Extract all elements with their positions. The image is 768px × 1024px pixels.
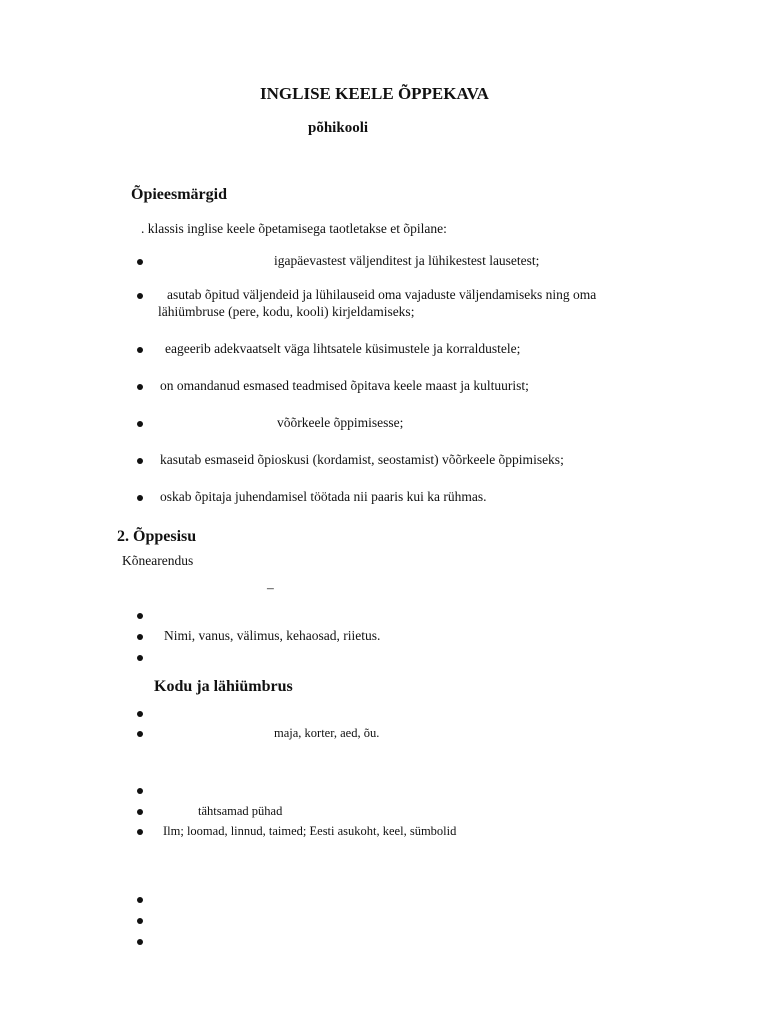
bullet-marker <box>137 421 143 427</box>
list-item: igapäevastest väljenditest ja lühikestest lausetest; <box>274 253 540 268</box>
subsection-label: Kõnearendus <box>122 553 194 568</box>
bullet-marker <box>137 788 143 794</box>
document-subtitle: põhikooli <box>308 120 369 136</box>
list-item: maja, korter, aed, õu. <box>274 726 380 740</box>
bullet-marker <box>137 634 143 640</box>
bullet-marker <box>137 495 143 501</box>
bullet-marker <box>137 711 143 717</box>
list-item: asutab õpitud väljendeid ja lühilauseid oma vajaduste väljendamiseks ning oma <box>167 287 597 302</box>
list-item: kasutab esmaseid õpioskusi (kordamist, seostamist) võõrkeele õppimiseks; <box>160 452 564 467</box>
bullet-marker <box>137 939 143 945</box>
list-item-continuation: lähiümbruse (pere, kodu, kooli) kirjeldamiseks; <box>158 304 415 319</box>
section-heading-oppesisu: 2. Õppesisu <box>117 528 197 545</box>
document-title: INGLISE KEELE ÕPPEKAVA <box>260 84 489 103</box>
section-intro: . klassis inglise keele õpetamisega taotletakse et õpilane: <box>141 221 447 236</box>
bullet-marker <box>137 293 143 299</box>
bullet-marker <box>137 731 143 737</box>
section-heading-opieesmargid: Õpieesmärgid <box>131 186 227 203</box>
bullet-marker <box>137 829 143 835</box>
dash-mark: – <box>267 580 274 595</box>
list-item: oskab õpitaja juhendamisel töötada nii paaris kui ka rühmas. <box>160 489 487 504</box>
list-item: on omandanud esmased teadmised õpitava keele maast ja kultuurist; <box>160 378 529 393</box>
bullet-marker <box>137 259 143 265</box>
list-item: Nimi, vanus, välimus, kehaosad, riietus. <box>164 628 381 643</box>
bullet-marker <box>137 918 143 924</box>
bullet-marker <box>137 613 143 619</box>
bullet-marker <box>137 458 143 464</box>
bullet-marker <box>137 897 143 903</box>
bullet-marker <box>137 809 143 815</box>
list-item: Ilm; loomad, linnud, taimed; Eesti asukoht, keel, sümbolid <box>163 824 457 838</box>
bullet-marker <box>137 347 143 353</box>
bullet-marker <box>137 384 143 390</box>
list-item: eageerib adekvaatselt väga lihtsatele küsimustele ja korraldustele; <box>165 341 521 356</box>
list-item: tähtsamad pühad <box>198 804 283 818</box>
list-item: võõrkeele õppimisesse; <box>277 415 404 430</box>
subsection-heading-kodu: Kodu ja lähiümbrus <box>154 678 293 695</box>
bullet-marker <box>137 655 143 661</box>
